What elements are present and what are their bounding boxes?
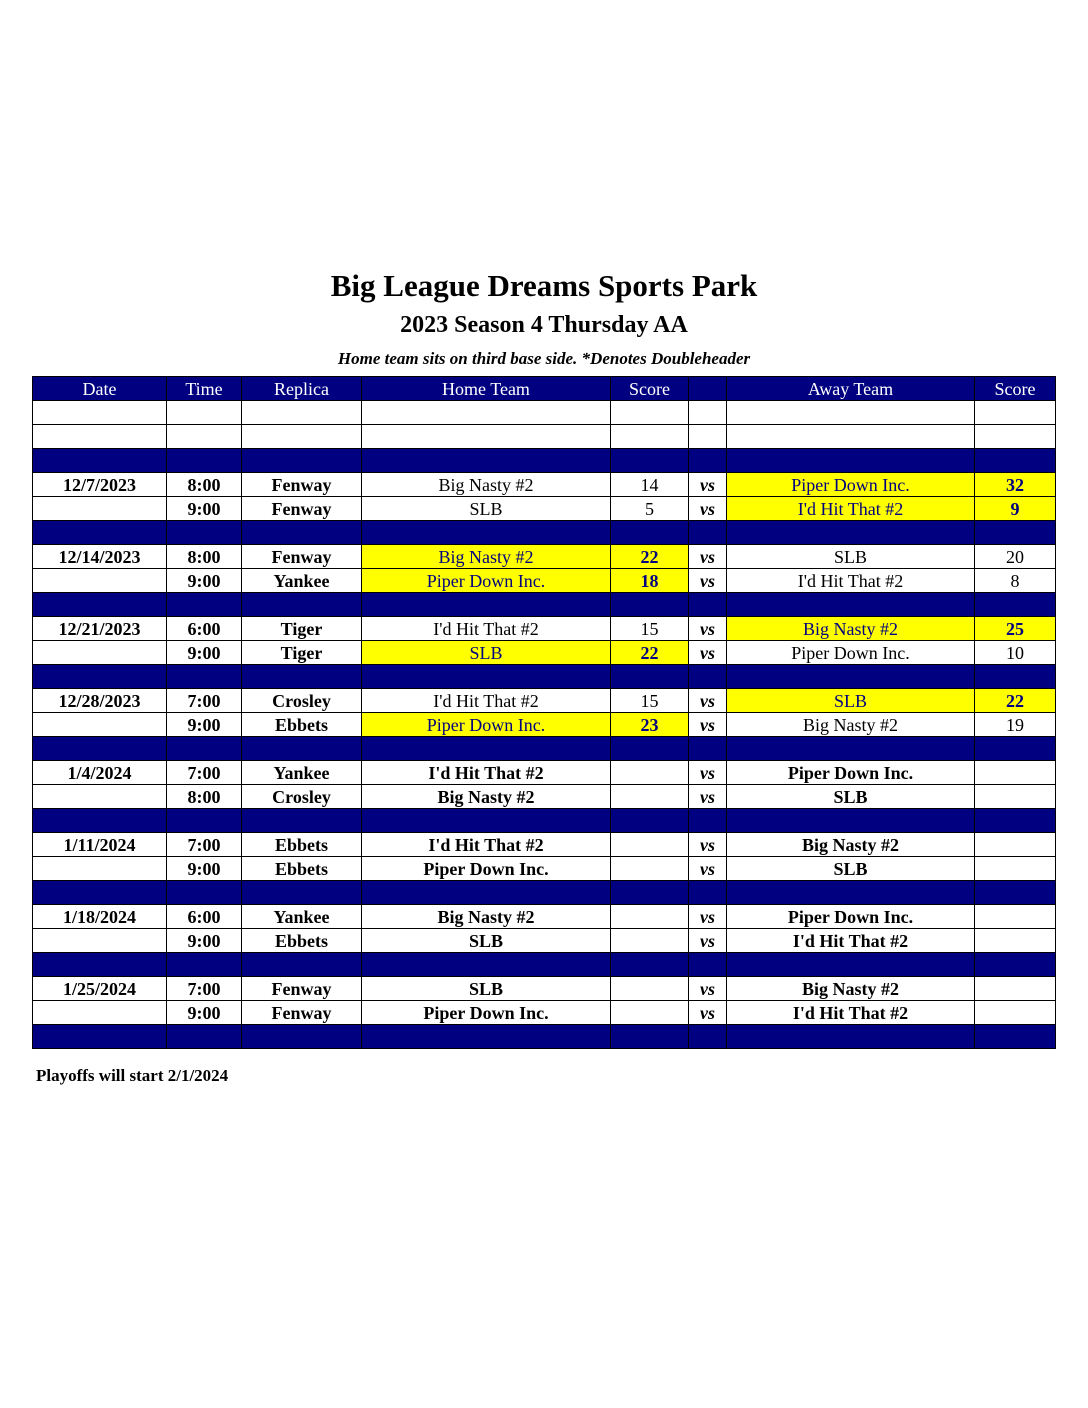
home-team-cell: SLB	[362, 641, 611, 665]
replica-cell	[242, 401, 362, 425]
away-team-cell: Big Nasty #2	[727, 977, 975, 1001]
replica-cell	[242, 425, 362, 449]
date-cell	[33, 857, 167, 881]
home-score-cell: 5	[611, 497, 689, 521]
time-cell: 7:00	[167, 689, 242, 713]
vs-cell: vs	[689, 857, 727, 881]
away-team-cell: I'd Hit That #2	[727, 569, 975, 593]
header-time: Time	[167, 377, 242, 401]
away-score-cell	[975, 809, 1056, 833]
game-row	[33, 497, 1056, 521]
home-team-cell	[362, 881, 611, 905]
home-team-cell	[362, 425, 611, 449]
time-cell	[167, 449, 242, 473]
separator-row	[33, 521, 1056, 545]
time-cell: 8:00	[167, 545, 242, 569]
vs-cell: vs	[689, 929, 727, 953]
vs-cell	[689, 593, 727, 617]
separator-row	[33, 665, 1056, 689]
date-cell: 1/4/2024	[33, 761, 167, 785]
away-team-cell: I'd Hit That #2	[727, 929, 975, 953]
time-cell: 8:00	[167, 473, 242, 497]
home-score-cell	[611, 1001, 689, 1025]
header-away-score: Score	[975, 377, 1056, 401]
away-team-cell: SLB	[727, 857, 975, 881]
game-row	[33, 833, 1056, 857]
schedule-table	[32, 376, 1056, 1049]
game-row	[33, 689, 1056, 713]
game-row	[33, 473, 1056, 497]
replica-cell: Yankee	[242, 761, 362, 785]
replica-cell	[242, 809, 362, 833]
vs-cell	[689, 881, 727, 905]
time-cell	[167, 665, 242, 689]
replica-cell: Crosley	[242, 785, 362, 809]
time-cell: 9:00	[167, 569, 242, 593]
vs-cell	[689, 809, 727, 833]
away-score-cell: 10	[975, 641, 1056, 665]
home-team-cell: Big Nasty #2	[362, 905, 611, 929]
date-cell	[33, 401, 167, 425]
date-cell	[33, 641, 167, 665]
replica-cell	[242, 737, 362, 761]
date-cell	[33, 785, 167, 809]
vs-cell: vs	[689, 761, 727, 785]
date-cell	[33, 737, 167, 761]
home-team-cell: Piper Down Inc.	[362, 569, 611, 593]
away-team-cell	[727, 665, 975, 689]
away-team-cell: Piper Down Inc.	[727, 641, 975, 665]
home-score-cell: 23	[611, 713, 689, 737]
time-cell	[167, 521, 242, 545]
home-score-cell	[611, 401, 689, 425]
away-team-cell	[727, 593, 975, 617]
away-score-cell	[975, 761, 1056, 785]
date-cell	[33, 593, 167, 617]
time-cell	[167, 737, 242, 761]
time-cell	[167, 425, 242, 449]
replica-cell	[242, 521, 362, 545]
game-row	[33, 857, 1056, 881]
replica-cell: Fenway	[242, 545, 362, 569]
time-cell	[167, 809, 242, 833]
away-score-cell: 32	[975, 473, 1056, 497]
away-score-cell: 20	[975, 545, 1056, 569]
date-cell: 12/21/2023	[33, 617, 167, 641]
home-team-cell: Big Nasty #2	[362, 545, 611, 569]
header-home-team: Home Team	[362, 377, 611, 401]
away-score-cell	[975, 665, 1056, 689]
replica-cell	[242, 953, 362, 977]
vs-cell: vs	[689, 1001, 727, 1025]
blank-row	[33, 401, 1056, 425]
date-cell: 12/28/2023	[33, 689, 167, 713]
replica-cell: Fenway	[242, 473, 362, 497]
time-cell: 9:00	[167, 1001, 242, 1025]
home-team-cell	[362, 401, 611, 425]
away-team-cell	[727, 809, 975, 833]
vs-cell: vs	[689, 977, 727, 1001]
home-score-cell	[611, 761, 689, 785]
home-team-cell: I'd Hit That #2	[362, 617, 611, 641]
replica-cell: Ebbets	[242, 713, 362, 737]
away-score-cell	[975, 977, 1056, 1001]
away-team-cell: Piper Down Inc.	[727, 761, 975, 785]
home-score-cell: 15	[611, 617, 689, 641]
replica-cell: Yankee	[242, 569, 362, 593]
replica-cell	[242, 449, 362, 473]
vs-cell: vs	[689, 545, 727, 569]
away-team-cell	[727, 737, 975, 761]
home-score-cell: 15	[611, 689, 689, 713]
away-score-cell	[975, 401, 1056, 425]
date-cell	[33, 1001, 167, 1025]
time-cell: 6:00	[167, 905, 242, 929]
vs-cell: vs	[689, 833, 727, 857]
date-cell	[33, 953, 167, 977]
away-team-cell: SLB	[727, 689, 975, 713]
away-team-cell	[727, 953, 975, 977]
date-cell: 1/11/2024	[33, 833, 167, 857]
home-team-cell	[362, 953, 611, 977]
time-cell: 7:00	[167, 761, 242, 785]
date-cell	[33, 665, 167, 689]
time-cell	[167, 401, 242, 425]
home-score-cell	[611, 1025, 689, 1049]
date-cell	[33, 569, 167, 593]
home-score-cell	[611, 905, 689, 929]
vs-cell	[689, 521, 727, 545]
home-score-cell	[611, 737, 689, 761]
game-row	[33, 929, 1056, 953]
vs-cell	[689, 401, 727, 425]
replica-cell: Ebbets	[242, 929, 362, 953]
away-score-cell	[975, 737, 1056, 761]
date-cell	[33, 521, 167, 545]
separator-row	[33, 737, 1056, 761]
game-row	[33, 641, 1056, 665]
date-cell	[33, 449, 167, 473]
home-team-cell: SLB	[362, 977, 611, 1001]
replica-cell: Tiger	[242, 641, 362, 665]
home-team-cell	[362, 737, 611, 761]
home-score-cell	[611, 785, 689, 809]
separator-row	[33, 449, 1056, 473]
game-row	[33, 545, 1056, 569]
date-cell: 12/14/2023	[33, 545, 167, 569]
away-score-cell: 9	[975, 497, 1056, 521]
vs-cell: vs	[689, 617, 727, 641]
game-row	[33, 905, 1056, 929]
home-score-cell	[611, 857, 689, 881]
date-cell	[33, 1025, 167, 1049]
away-team-cell	[727, 425, 975, 449]
away-team-cell: Piper Down Inc.	[727, 473, 975, 497]
away-score-cell	[975, 593, 1056, 617]
vs-cell: vs	[689, 473, 727, 497]
game-row	[33, 569, 1056, 593]
replica-cell: Yankee	[242, 905, 362, 929]
game-row	[33, 1001, 1056, 1025]
home-team-cell: I'd Hit That #2	[362, 833, 611, 857]
away-team-cell: Big Nasty #2	[727, 713, 975, 737]
playoffs-note: Playoffs will start 2/1/2024	[36, 1066, 229, 1085]
home-team-cell: I'd Hit That #2	[362, 689, 611, 713]
home-score-cell	[611, 833, 689, 857]
away-score-cell	[975, 1025, 1056, 1049]
home-team-cell: I'd Hit That #2	[362, 761, 611, 785]
away-score-cell	[975, 785, 1056, 809]
home-score-cell	[611, 449, 689, 473]
time-cell	[167, 593, 242, 617]
date-cell	[33, 929, 167, 953]
replica-cell: Ebbets	[242, 833, 362, 857]
replica-cell: Fenway	[242, 1001, 362, 1025]
away-score-cell	[975, 953, 1056, 977]
separator-row	[33, 809, 1056, 833]
home-score-cell	[611, 881, 689, 905]
vs-cell	[689, 665, 727, 689]
away-score-cell: 19	[975, 713, 1056, 737]
time-cell: 9:00	[167, 641, 242, 665]
vs-cell	[689, 1025, 727, 1049]
time-cell: 9:00	[167, 857, 242, 881]
date-cell: 1/18/2024	[33, 905, 167, 929]
schedule-body	[33, 401, 1056, 1049]
vs-cell: vs	[689, 641, 727, 665]
date-cell	[33, 881, 167, 905]
date-cell: 12/7/2023	[33, 473, 167, 497]
away-score-cell	[975, 857, 1056, 881]
away-team-cell: SLB	[727, 545, 975, 569]
away-score-cell: 8	[975, 569, 1056, 593]
away-score-cell: 22	[975, 689, 1056, 713]
replica-cell	[242, 881, 362, 905]
separator-row	[33, 953, 1056, 977]
home-team-cell	[362, 449, 611, 473]
home-team-cell	[362, 809, 611, 833]
time-cell: 7:00	[167, 977, 242, 1001]
away-score-cell	[975, 521, 1056, 545]
away-score-cell	[975, 929, 1056, 953]
home-score-cell	[611, 593, 689, 617]
away-score-cell	[975, 833, 1056, 857]
replica-cell: Fenway	[242, 977, 362, 1001]
game-row	[33, 617, 1056, 641]
time-cell	[167, 1025, 242, 1049]
separator-row	[33, 1025, 1056, 1049]
separator-row	[33, 881, 1056, 905]
time-cell: 9:00	[167, 497, 242, 521]
home-score-cell: 18	[611, 569, 689, 593]
replica-cell	[242, 593, 362, 617]
away-team-cell: I'd Hit That #2	[727, 1001, 975, 1025]
away-team-cell: Big Nasty #2	[727, 617, 975, 641]
date-cell	[33, 809, 167, 833]
time-cell: 8:00	[167, 785, 242, 809]
home-score-cell	[611, 425, 689, 449]
game-row	[33, 977, 1056, 1001]
home-team-cell: Piper Down Inc.	[362, 857, 611, 881]
page-subtitle: 2023 Season 4 Thursday AA	[400, 312, 688, 338]
replica-cell: Crosley	[242, 689, 362, 713]
home-score-cell	[611, 665, 689, 689]
date-cell	[33, 497, 167, 521]
time-cell: 9:00	[167, 929, 242, 953]
header-home-score: Score	[611, 377, 689, 401]
vs-cell	[689, 737, 727, 761]
home-score-cell: 14	[611, 473, 689, 497]
home-team-cell	[362, 521, 611, 545]
home-team-cell: Big Nasty #2	[362, 785, 611, 809]
vs-cell	[689, 953, 727, 977]
away-score-cell	[975, 905, 1056, 929]
time-cell	[167, 881, 242, 905]
header-vs	[689, 377, 727, 401]
header-date: Date	[33, 377, 167, 401]
home-team-cell	[362, 593, 611, 617]
home-score-cell	[611, 953, 689, 977]
home-score-cell	[611, 929, 689, 953]
away-team-cell	[727, 1025, 975, 1049]
vs-cell	[689, 449, 727, 473]
away-score-cell	[975, 425, 1056, 449]
away-team-cell: SLB	[727, 785, 975, 809]
replica-cell: Tiger	[242, 617, 362, 641]
table-header-row	[33, 377, 1056, 401]
replica-cell: Fenway	[242, 497, 362, 521]
away-score-cell	[975, 449, 1056, 473]
header-away-team: Away Team	[727, 377, 975, 401]
vs-cell: vs	[689, 569, 727, 593]
doubleheader-note: Home team sits on third base side. *Denotes Doubleheader	[337, 349, 751, 368]
away-team-cell: Piper Down Inc.	[727, 905, 975, 929]
home-team-cell	[362, 1025, 611, 1049]
game-row	[33, 713, 1056, 737]
vs-cell: vs	[689, 713, 727, 737]
home-score-cell	[611, 521, 689, 545]
date-cell	[33, 713, 167, 737]
game-row	[33, 785, 1056, 809]
home-team-cell: SLB	[362, 497, 611, 521]
date-cell	[33, 425, 167, 449]
vs-cell: vs	[689, 905, 727, 929]
time-cell: 6:00	[167, 617, 242, 641]
time-cell	[167, 953, 242, 977]
vs-cell	[689, 425, 727, 449]
away-team-cell	[727, 521, 975, 545]
replica-cell	[242, 665, 362, 689]
vs-cell: vs	[689, 689, 727, 713]
away-score-cell	[975, 1001, 1056, 1025]
date-cell: 1/25/2024	[33, 977, 167, 1001]
home-score-cell	[611, 809, 689, 833]
away-team-cell: Big Nasty #2	[727, 833, 975, 857]
blank-row	[33, 425, 1056, 449]
vs-cell: vs	[689, 785, 727, 809]
home-score-cell	[611, 977, 689, 1001]
home-team-cell	[362, 665, 611, 689]
page-title: Big League Dreams Sports Park	[330, 268, 758, 303]
away-score-cell	[975, 881, 1056, 905]
away-team-cell: I'd Hit That #2	[727, 497, 975, 521]
home-team-cell: SLB	[362, 929, 611, 953]
header-replica: Replica	[242, 377, 362, 401]
time-cell: 7:00	[167, 833, 242, 857]
home-score-cell: 22	[611, 641, 689, 665]
home-team-cell: Big Nasty #2	[362, 473, 611, 497]
home-team-cell: Piper Down Inc.	[362, 1001, 611, 1025]
replica-cell	[242, 1025, 362, 1049]
away-score-cell: 25	[975, 617, 1056, 641]
time-cell: 9:00	[167, 713, 242, 737]
away-team-cell	[727, 401, 975, 425]
vs-cell: vs	[689, 497, 727, 521]
game-row	[33, 761, 1056, 785]
separator-row	[33, 593, 1056, 617]
replica-cell: Ebbets	[242, 857, 362, 881]
home-team-cell: Piper Down Inc.	[362, 713, 611, 737]
away-team-cell	[727, 449, 975, 473]
home-score-cell: 22	[611, 545, 689, 569]
away-team-cell	[727, 881, 975, 905]
